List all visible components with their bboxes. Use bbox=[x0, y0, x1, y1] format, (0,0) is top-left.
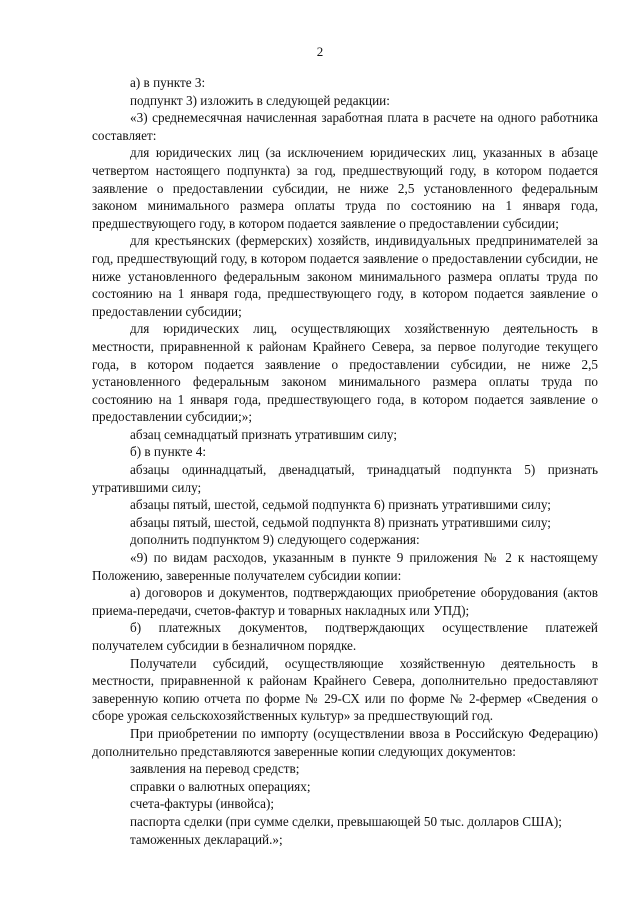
paragraph: «9) по видам расходов, указанным в пункте 9 приложения № 2 к настоящему Положению, заверенные получателем субсидии копии: bbox=[92, 550, 598, 583]
paragraph: подпункт 3) изложить в следующей редакции: bbox=[130, 92, 390, 108]
paragraph: «3) среднемесячная начисленная заработная плата в расчете на одного работника составляет: bbox=[92, 110, 598, 143]
paragraph: б) в пункте 4: bbox=[130, 444, 207, 460]
paragraph: абзац семнадцатый признать утратившим силу; bbox=[130, 426, 398, 442]
paragraph: для крестьянских (фермерских) хозяйств, индивидуальных предпринимателей за год, предшествующий году, в котором подается заявление о предоставлении субсидии, не ниже установленного федеральным законом минимального размера оплаты труда по состоянию на 1 января года, предшествующего году, в котором подается заявление о предоставлении субсидии; bbox=[92, 233, 598, 319]
paragraph: абзацы пятый, шестой, седьмой подпункта 8) признать утратившими силу; bbox=[130, 514, 551, 530]
document-body bbox=[92, 74, 598, 848]
paragraph: дополнить подпунктом 9) следующего содержания: bbox=[130, 532, 420, 548]
paragraph: При приобретении по импорту (осуществлении ввоза в Российскую Федерацию) дополнительно представляются заверенные копии следующих документов: bbox=[92, 725, 598, 759]
paragraph: для юридических лиц, осуществляющих хозяйственную деятельность в местности, приравненной к районам Крайнего Севера, за первое полугодие текущего года, в котором подается заявление о предоставлении субсидии, не ниже 2,5 установленного федеральным законом минимального размера оплаты труда по состоянию на 1 января года, предшествующего года, в котором подается заявление о предоставлении субсидии;»; bbox=[92, 321, 598, 425]
paragraph: для юридических лиц (за исключением юридических лиц, указанных в абзаце четвертом настоящего подпункта) за год, предшествующий году, в котором подается заявление о предоставлении субсидии, не ниже 2,5 установленного федеральным законом минимального размера оплаты труда по состоянию на 1 января года, предшествующего году, в котором подается заявление о предоставлении субсидии; bbox=[92, 145, 598, 231]
paragraph: паспорта сделки (при сумме сделки, превышающей 50 тыс. долларов США); bbox=[130, 813, 562, 829]
paragraph: счета-фактуры (инвойса); bbox=[130, 796, 275, 812]
paragraph: б) платежных документов, подтверждающих осуществление платежей получателем субсидии в безналичном порядке. bbox=[92, 620, 598, 653]
paragraph: а) договоров и документов, подтверждающих приобретение оборудования (актов приема-передачи, счетов-фактур и товарных накладных или УПД); bbox=[92, 585, 598, 618]
paragraph: заявления на перевод средств; bbox=[130, 761, 300, 777]
paragraph: справки о валютных операциях; bbox=[130, 778, 311, 794]
paragraph: Получатели субсидий, осуществляющие хозяйственную деятельность в местности, приравненной к районам Крайнего Севера, дополнительно предоставляют заверенную копию отчета по форме № 29-СХ или по форме № 2-фермер «Сведения о сборе урожая сельскохозяйственных культур» за предшествующий год. bbox=[92, 655, 598, 724]
paragraph: абзацы пятый, шестой, седьмой подпункта 6) признать утратившими силу; bbox=[130, 497, 551, 513]
page-number: 2 bbox=[316, 44, 324, 59]
paragraph: абзацы одиннадцатый, двенадцатый, тринадцатый подпункта 5) признать утратившими силу; bbox=[92, 462, 598, 495]
paragraph: таможенных деклараций.»; bbox=[130, 831, 283, 847]
paragraph: а) в пункте 3: bbox=[130, 75, 206, 90]
